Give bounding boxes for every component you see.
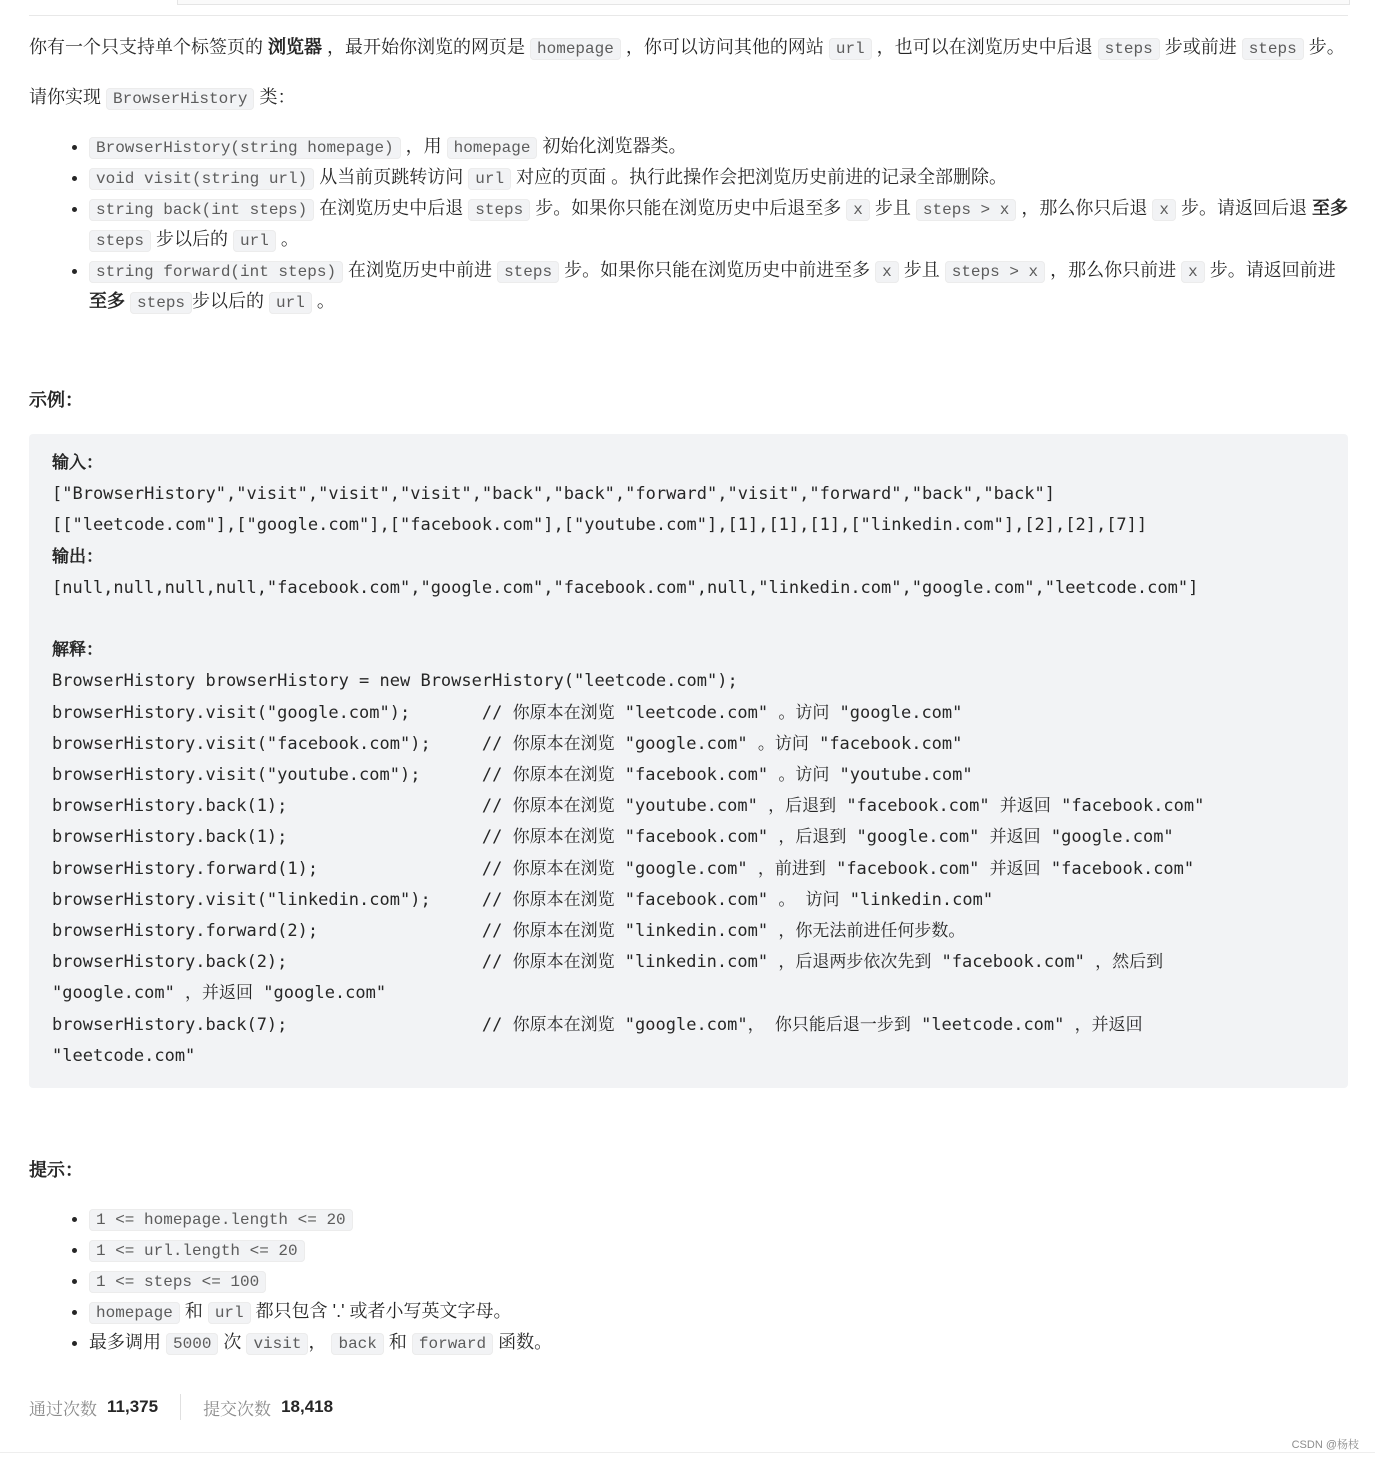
inline-code: 1 <= homepage.length <= 20: [89, 1209, 353, 1231]
code-line: 输出：: [52, 546, 103, 567]
bold-text: 浏览器: [268, 37, 322, 57]
hints-heading: 提示：: [29, 1160, 83, 1181]
text: 都只包含 '.' 或者小写英文字母。: [250, 1301, 512, 1322]
inline-code: 1 <= url.length <= 20: [89, 1240, 305, 1262]
inline-code: x: [1181, 261, 1205, 283]
code-line: 解释：: [52, 640, 103, 661]
constraint-item: [89, 1266, 1348, 1297]
inline-code: BrowserHistory: [106, 88, 254, 110]
text: ，: [308, 1332, 332, 1353]
text: 步。如果你只能在浏览历史中前进至多: [559, 260, 876, 280]
submitted-count: 18,418: [281, 1397, 334, 1416]
inline-code: steps: [1242, 38, 1304, 60]
text: ，也可以在浏览历史中后退: [871, 37, 1098, 57]
example-heading: 示例：: [29, 390, 83, 410]
text: ，用: [400, 136, 447, 156]
top-panel: [177, 0, 1350, 5]
inline-code: x: [846, 199, 870, 221]
inline-code: back: [331, 1333, 383, 1355]
inline-code: x: [1152, 199, 1176, 221]
text: 步。请返回前进: [1204, 260, 1336, 280]
code-line: [null,null,null,null,"facebook.com","google.com","facebook.com",null,"linkedin.com","google.com","leetcode.com"]: [52, 577, 1199, 598]
text: 步且: [869, 198, 916, 218]
constraint-item: [89, 1328, 1348, 1359]
inline-code: url: [233, 230, 276, 252]
inline-code: 1 <= steps <= 100: [89, 1271, 266, 1293]
code-line: [52, 604, 1325, 635]
text: ，那么你只后退: [1016, 198, 1153, 218]
constraint-item: [89, 1235, 1348, 1266]
text: 和: [383, 1332, 412, 1353]
code-line: browserHistory.forward(2); // 你原本在浏览 "linkedin.com" ，你无法前进任何步数。: [52, 921, 966, 942]
text: 请你实现: [29, 87, 107, 107]
inline-code: steps: [1098, 38, 1160, 60]
code-line: browserHistory.back(2); // 你原本在浏览 "linkedin.com" ，后退两步依次先到 "facebook.com" ，然后到: [52, 952, 1164, 973]
example-code-block: [29, 434, 1348, 1088]
text: ，那么你只前进: [1045, 260, 1182, 280]
inline-code: string back(int steps): [89, 199, 314, 221]
inline-code: steps: [130, 292, 192, 314]
text: 次: [218, 1332, 247, 1353]
inline-code: url: [829, 38, 872, 60]
inline-code: homepage: [447, 137, 538, 159]
code-line: 输入：: [52, 453, 103, 473]
code-line: "leetcode.com": [52, 1045, 196, 1066]
text: 从当前页跳转访问: [314, 167, 469, 187]
inline-code: steps > x: [945, 261, 1045, 283]
inline-code: homepage: [530, 38, 621, 60]
inline-code: void visit(string url): [89, 168, 314, 190]
text: 你有一个只支持单个标签页的: [29, 37, 268, 57]
text: 。: [275, 229, 299, 249]
implement-paragraph: [29, 83, 1348, 114]
method-item: [89, 194, 1348, 256]
submission-stats: [29, 1394, 333, 1420]
code-line: "google.com" ，并返回 "google.com": [52, 983, 387, 1004]
inline-code: string forward(int steps): [89, 261, 343, 283]
text: 最多调用: [89, 1332, 167, 1353]
text: 。: [311, 291, 335, 311]
watermark: CSDN @杨枝: [1291, 1439, 1359, 1451]
bold-text: 至多: [89, 291, 125, 311]
inline-code: steps: [497, 261, 559, 283]
text: 类：: [254, 87, 296, 107]
stats-divider: [180, 1394, 181, 1420]
text: 在浏览历史中前进: [343, 260, 498, 280]
text: 步以后的: [192, 291, 270, 311]
inline-code: steps: [468, 199, 530, 221]
inline-code: x: [875, 261, 899, 283]
accepted-count: 11,375: [107, 1397, 159, 1416]
text: 和: [179, 1301, 208, 1322]
code-line: browserHistory.back(1); // 你原本在浏览 "facebook.com" ，后退到 "google.com" 并返回 "google.com": [52, 827, 1174, 848]
divider: [0, 1452, 1375, 1453]
inline-code: forward: [412, 1333, 493, 1355]
inline-code: url: [208, 1302, 251, 1324]
inline-code: BrowserHistory(string homepage): [89, 137, 401, 159]
inline-code: 5000: [166, 1333, 218, 1355]
inline-code: url: [468, 168, 511, 190]
code-line: browserHistory.forward(1); // 你原本在浏览 "google.com" ，前进到 "facebook.com" 并返回 "facebook.com": [52, 858, 1195, 879]
code-line: browserHistory.visit("google.com"); // 你原本在浏览 "leetcode.com" 。访问 "google.com": [52, 702, 963, 723]
inline-code: visit: [246, 1333, 308, 1355]
constraints-list: [29, 1204, 1348, 1359]
method-item: [89, 256, 1348, 318]
constraint-item: [89, 1297, 1348, 1328]
text: 步或前进: [1159, 37, 1242, 57]
submitted-label: 提交次数: [203, 1399, 272, 1419]
text: 步以后的: [151, 229, 234, 249]
text: ，你可以访问其他的网站: [620, 37, 829, 57]
code-line: BrowserHistory browserHistory = new BrowserHistory("leetcode.com");: [52, 671, 738, 692]
intro-paragraph: [29, 33, 1348, 64]
code-line: browserHistory.visit("youtube.com"); // 你原本在浏览 "facebook.com" 。访问 "youtube.com": [52, 765, 973, 786]
accepted-label: 通过次数: [29, 1399, 97, 1419]
text: 步且: [898, 260, 945, 280]
code-line: browserHistory.visit("facebook.com"); // 你原本在浏览 "google.com" 。访问 "facebook.com": [52, 733, 963, 754]
problem-content: [29, 33, 1348, 1359]
text: 步。: [1303, 37, 1345, 57]
constraint-item: [89, 1204, 1348, 1235]
inline-code: homepage: [89, 1302, 180, 1324]
method-list: [29, 132, 1348, 318]
text: 函数。: [493, 1332, 553, 1353]
method-item: [89, 132, 1348, 163]
text: 对应的页面 。执行此操作会把浏览历史前进的记录全部删除。: [511, 167, 1008, 187]
inline-code: steps > x: [916, 199, 1016, 221]
text: ，最开始你浏览的网页是: [322, 37, 531, 57]
text: 在浏览历史中后退: [314, 198, 469, 218]
code-line: [["leetcode.com"],["google.com"],["facebook.com"],["youtube.com"],[1],[1],[1],["linkedin.com"],[2],[2],[7]]: [52, 515, 1148, 536]
text: 初始化浏览器类。: [537, 136, 687, 156]
text: 步。如果你只能在浏览历史中后退至多: [530, 198, 847, 218]
inline-code: url: [269, 292, 312, 314]
bold-text: 至多: [1311, 198, 1348, 218]
method-item: [89, 163, 1348, 194]
inline-code: steps: [89, 230, 151, 252]
code-line: browserHistory.visit("linkedin.com"); // 你原本在浏览 "facebook.com" 。 访问 "linkedin.com": [52, 889, 994, 910]
text: 步。请返回后退: [1175, 198, 1312, 218]
code-line: browserHistory.back(7); // 你原本在浏览 "google.com"， 你只能后退一步到 "leetcode.com" ，并返回: [52, 1014, 1143, 1035]
divider: [29, 15, 1348, 16]
code-line: ["BrowserHistory","visit","visit","visit","back","back","forward","visit","forward","back","back"]: [52, 484, 1056, 505]
code-line: browserHistory.back(1); // 你原本在浏览 "youtube.com" ，后退到 "facebook.com" 并返回 "facebook.com": [52, 796, 1205, 817]
